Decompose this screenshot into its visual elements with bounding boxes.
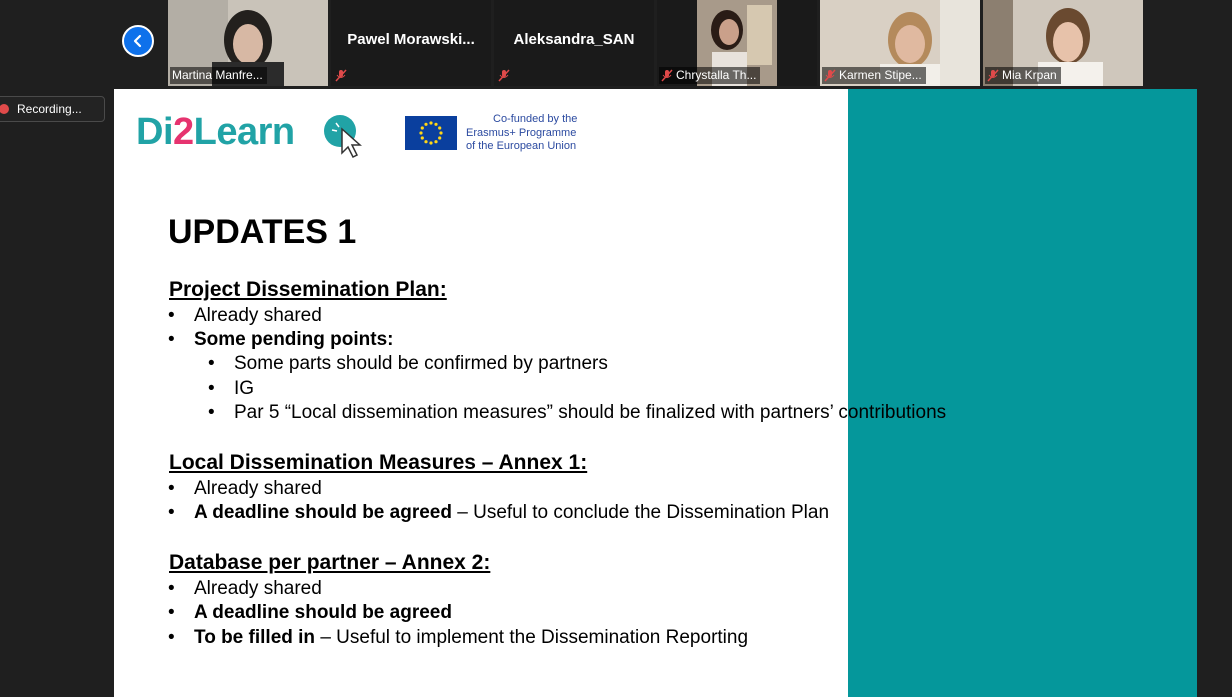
recording-dot-icon [0, 104, 9, 114]
muted-mic-icon [987, 69, 999, 82]
di2learn-logo: Di2Learn [136, 111, 295, 153]
previous-participants-button[interactable] [122, 25, 154, 57]
section-heading: Local Dissemination Measures – Annex 1: [169, 451, 588, 474]
recording-indicator[interactable] [0, 96, 105, 122]
participant-name-tag [822, 67, 926, 84]
cursor-click-icon [320, 111, 370, 159]
list-item: • Already shared [168, 478, 322, 499]
sub-list-item: • Some parts should be confirmed by partners [208, 353, 608, 374]
sub-list-item: • Par 5 “Local dissemination measures” should be finalized with partners’ contributions [208, 402, 947, 423]
participant-tile[interactable] [168, 0, 328, 86]
muted-mic-icon [824, 69, 836, 82]
participant-name: Karmen Stipe... [839, 68, 922, 82]
participant-name-tag [659, 67, 760, 84]
participant-tile[interactable] [657, 0, 817, 86]
eu-funding-text: Co-funded by the Erasmus+ Programme of the European Union [466, 113, 578, 152]
chevron-left-icon [131, 34, 145, 48]
list-item: • To be filled in – Useful to implement the Dissemination Reporting [168, 627, 749, 648]
muted-mic-icon [498, 69, 510, 82]
sub-list-item: • IG [208, 378, 255, 399]
muted-mic-icon [335, 69, 347, 82]
participant-tile[interactable] [820, 0, 980, 86]
participant-name: Martina Manfre... [170, 67, 267, 84]
eu-flag-icon [405, 116, 457, 150]
list-item: • A deadline should be agreed – Useful to conclude the Dissemination Plan [168, 502, 830, 523]
list-item: • Already shared [168, 578, 322, 599]
list-item: • Some pending points: [168, 329, 394, 350]
participant-name-tag [985, 67, 1061, 84]
section-heading: Project Dissemination Plan: [169, 278, 447, 301]
participant-tile[interactable] [494, 0, 654, 86]
participant-name: Chrystalla Th... [676, 68, 757, 82]
participant-name: Aleksandra_SAN [513, 31, 635, 48]
participant-tile[interactable] [331, 0, 491, 86]
mute-indicator [496, 67, 514, 84]
slide-title: UPDATES 1 [168, 213, 357, 251]
participant-name: Mia Krpan [1002, 68, 1057, 82]
list-item: • Already shared [168, 305, 322, 326]
mute-indicator [333, 67, 351, 84]
list-item: • A deadline should be agreed [168, 602, 452, 623]
shared-slide [114, 89, 1197, 697]
participant-tile[interactable] [983, 0, 1143, 86]
muted-mic-icon [661, 69, 673, 82]
participant-name: Pawel Morawski... [347, 31, 475, 48]
slide-accent-panel [848, 89, 1197, 697]
recording-label: Recording... [17, 102, 82, 116]
section-heading: Database per partner – Annex 2: [169, 551, 491, 574]
